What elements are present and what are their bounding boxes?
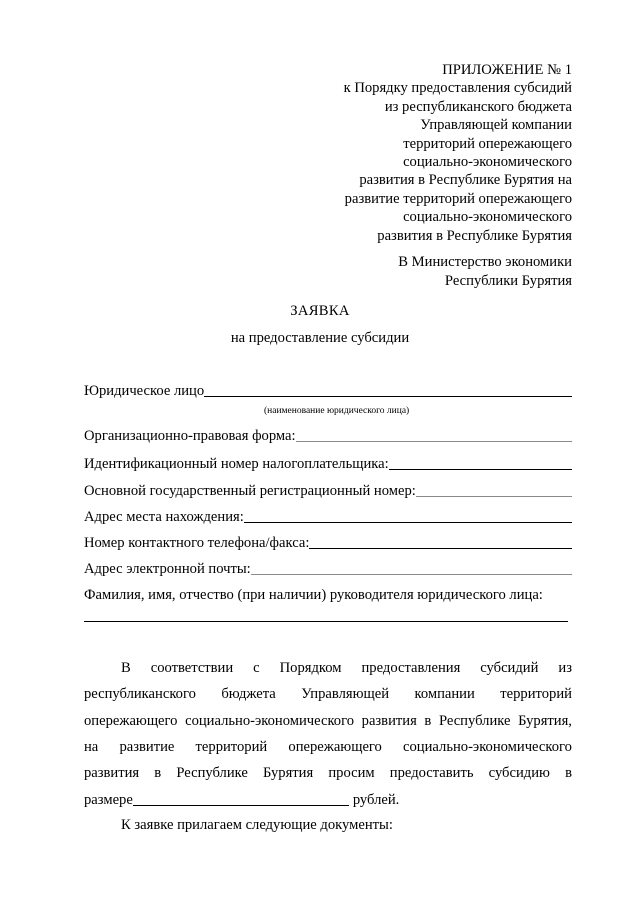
legal-entity-field xyxy=(84,380,572,400)
paragraph-word: опережающего xyxy=(84,713,178,729)
document-subtitle: на предоставление субсидии xyxy=(230,330,410,346)
paragraph-word: субсидию xyxy=(488,765,550,781)
paragraph-word: территорий xyxy=(500,686,572,702)
legal-entity-hint: (наименование юридического лица) xyxy=(264,406,410,416)
amount-row xyxy=(84,789,399,809)
email-label: Адрес электронной почты: xyxy=(84,561,251,577)
email-blank[interactable] xyxy=(251,559,572,575)
appendix-line: развития в Республике Бурятия xyxy=(377,227,572,244)
paragraph-line-1 xyxy=(84,660,572,680)
paragraph-line-5 xyxy=(84,765,572,785)
paragraph-word: на xyxy=(84,739,99,755)
phone-label: Номер контактного телефона/факса: xyxy=(84,535,310,551)
address-field xyxy=(84,506,572,526)
paragraph-line-4 xyxy=(84,739,572,759)
phone-blank[interactable] xyxy=(309,533,572,549)
address-label: Адрес места нахождения: xyxy=(84,509,244,525)
paragraph-word: предоставления xyxy=(361,660,461,676)
paragraph-word: соответствии xyxy=(150,660,234,676)
paragraph-word: республиканского xyxy=(84,686,196,702)
appendix-header xyxy=(344,61,572,245)
paragraph-word: В xyxy=(121,660,131,676)
paragraph-word: Республике xyxy=(438,713,511,729)
paragraph-line-2 xyxy=(84,686,572,706)
appendix-line: из республиканского бюджета xyxy=(384,98,572,115)
paragraph-word: в xyxy=(154,765,162,781)
amount-blank[interactable] xyxy=(133,790,349,806)
paragraph-word: Бурятия, xyxy=(518,713,572,729)
legal-entity-label: Юридическое лицо xyxy=(84,383,205,399)
appendix-line: социально-экономического xyxy=(403,209,572,226)
paragraph-word: бюджета xyxy=(221,686,276,702)
appendix-line: территорий опережающего xyxy=(403,135,572,152)
appendix-line: Управляющей компании xyxy=(420,117,572,134)
document-title: ЗАЯВКА xyxy=(290,303,350,319)
recipient-line: Республики Бурятия xyxy=(444,272,572,289)
paragraph-word: компании xyxy=(414,686,475,702)
email-field xyxy=(84,558,572,578)
paragraph-word: просим xyxy=(328,765,375,781)
legal-entity-blank[interactable] xyxy=(204,381,572,397)
paragraph-word: субсидий xyxy=(480,660,539,676)
org-form-label: Организационно-правовая форма: xyxy=(84,428,296,444)
paragraph-word: с xyxy=(253,660,260,676)
paragraph-word: Управляющей xyxy=(301,686,390,702)
ogrn-blank[interactable] xyxy=(416,481,572,497)
inn-blank[interactable] xyxy=(389,454,572,470)
paragraph-word: в xyxy=(424,713,432,729)
director-blank[interactable] xyxy=(84,621,568,622)
paragraph-word: Порядком xyxy=(279,660,342,676)
paragraph-word: развития xyxy=(361,713,417,729)
amount-unit: рублей. xyxy=(352,792,400,808)
paragraph-word: социально-экономического xyxy=(403,739,572,755)
appendix-line: ПРИЛОЖЕНИЕ № 1 xyxy=(442,62,572,78)
appendix-line: развития в Республике Бурятия на xyxy=(359,172,572,189)
appendix-line: социально-экономического xyxy=(403,154,572,171)
paragraph-word: территорий xyxy=(195,739,268,755)
paragraph-word: развития xyxy=(84,765,140,781)
org-form-field xyxy=(84,425,572,445)
paragraph-word: Республике xyxy=(176,765,248,781)
paragraph-word: в xyxy=(565,765,572,781)
appendix-line: к Порядку предоставления субсидий xyxy=(343,80,572,97)
director-field xyxy=(84,584,572,604)
paragraph-word: из xyxy=(558,660,572,676)
paragraph-word: предоставить xyxy=(389,765,474,781)
paragraph-word: развитие xyxy=(119,739,175,755)
recipient-block xyxy=(398,253,572,290)
inn-label: Идентификационный номер налогоплательщика: xyxy=(84,456,389,472)
phone-field xyxy=(84,532,572,552)
address-blank[interactable] xyxy=(244,507,572,523)
director-label: Фамилия, имя, отчество (при наличии) руководителя юридического лица: xyxy=(84,587,543,603)
paragraph-word: опережающего xyxy=(288,739,382,755)
org-form-blank[interactable] xyxy=(296,426,572,442)
ogrn-field xyxy=(84,480,572,500)
attachments-line: К заявке прилагаем следующие документы: xyxy=(121,817,393,833)
paragraph-word: Бурятия xyxy=(262,765,314,781)
ogrn-label: Основной государственный регистрационный номер: xyxy=(84,483,416,499)
paragraph-line-3 xyxy=(84,713,572,733)
amount-label: размере xyxy=(84,792,133,808)
inn-field xyxy=(84,453,572,473)
appendix-line: развитие территорий опережающего xyxy=(344,190,572,207)
recipient-line: В Министерство экономики xyxy=(398,254,572,270)
paragraph-word: социально-экономического xyxy=(185,713,355,729)
